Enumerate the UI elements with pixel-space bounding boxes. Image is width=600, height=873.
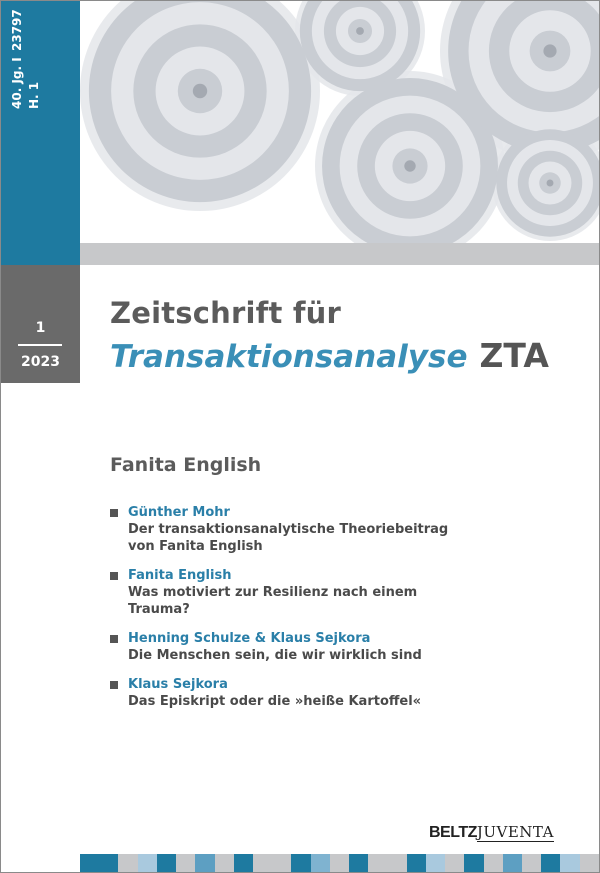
- issue-subject: Fanita English: [110, 454, 262, 476]
- circle-center: [547, 180, 554, 187]
- strip-segment: [349, 854, 368, 872]
- bullet-square-icon: [110, 635, 118, 643]
- publisher-logo: [429, 823, 554, 842]
- strip-segment: [560, 854, 579, 872]
- strip-segment: [99, 854, 118, 872]
- list-item: [110, 630, 570, 664]
- strip-segment: [368, 854, 387, 872]
- article-title-line: Der transaktionsanalytische Theoriebeitrag: [128, 522, 449, 537]
- spine-text: [9, 9, 43, 109]
- article-title-line: von Fanita English: [128, 539, 263, 554]
- strip-segment: [484, 854, 503, 872]
- journal-title-line2: [110, 336, 549, 375]
- bullet-square-icon: [110, 681, 118, 689]
- spine-issue-block: [1, 265, 80, 383]
- strip-segment: [388, 854, 407, 872]
- strip-segment: [580, 854, 599, 872]
- spine-code: 23797: [10, 9, 24, 51]
- strip-segment: [272, 854, 291, 872]
- bullet-square-icon: [110, 572, 118, 580]
- strip-segment: [118, 854, 137, 872]
- article-title-line: Das Episkript oder die »heiße Kartoffel«: [128, 694, 422, 709]
- strip-segment: [291, 854, 310, 872]
- strip-segment: [215, 854, 234, 872]
- strip-segment: [445, 854, 464, 872]
- article-list: [110, 504, 570, 722]
- gray-band: [80, 243, 599, 265]
- spine-volume: 40. Jg. I H. 1: [10, 57, 41, 109]
- issue-number: 1: [35, 320, 46, 336]
- issue-divider: [18, 344, 62, 346]
- article-author: Henning Schulze & Klaus Sejkora: [128, 631, 371, 646]
- publisher-name-juventa: JUVENTA: [476, 823, 554, 841]
- article-title-line: Was motiviert zur Resilienz nach einem: [128, 585, 418, 600]
- list-item: [110, 676, 570, 710]
- article-author: Klaus Sejkora: [128, 677, 228, 692]
- strip-segment: [195, 854, 214, 872]
- circle-center: [404, 160, 415, 171]
- journal-title-main: Transaktionsanalyse: [110, 339, 468, 375]
- journal-abbreviation: ZTA: [479, 336, 549, 375]
- publisher-name-beltz: BELTZ: [429, 824, 477, 841]
- strip-segment: [80, 854, 99, 872]
- color-strip: [80, 854, 599, 872]
- article-author: Fanita English: [128, 568, 232, 583]
- strip-segment: [330, 854, 349, 872]
- circle-center: [356, 27, 364, 35]
- strip-segment: [176, 854, 195, 872]
- list-item: [110, 567, 570, 618]
- circle-center: [543, 44, 556, 57]
- strip-segment: [234, 854, 253, 872]
- concentric-circles-pattern: [80, 1, 599, 243]
- strip-segment: [503, 854, 522, 872]
- strip-segment: [407, 854, 426, 872]
- circle-center: [193, 84, 207, 98]
- strip-segment: [541, 854, 560, 872]
- strip-segment: [253, 854, 272, 872]
- journal-title-line1: Zeitschrift für: [110, 296, 341, 330]
- bullet-square-icon: [110, 509, 118, 517]
- strip-segment: [311, 854, 330, 872]
- article-title-line: Trauma?: [128, 602, 190, 617]
- issue-year: 2023: [21, 354, 60, 370]
- article-author: Günther Mohr: [128, 505, 230, 520]
- strip-segment: [522, 854, 541, 872]
- list-item: [110, 504, 570, 555]
- strip-segment: [157, 854, 176, 872]
- strip-segment: [138, 854, 157, 872]
- spine-volume-block: [1, 1, 80, 265]
- strip-segment: [426, 854, 445, 872]
- article-title-line: Die Menschen sein, die wir wirklich sind: [128, 648, 422, 663]
- strip-segment: [464, 854, 483, 872]
